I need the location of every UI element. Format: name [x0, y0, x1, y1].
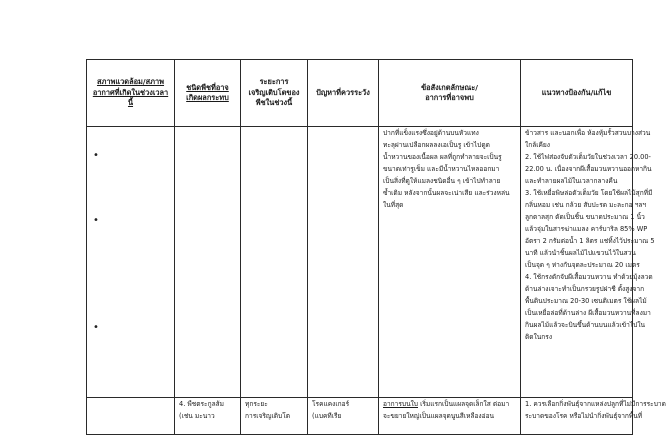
stage-line: ทุกระยะ: [245, 400, 268, 408]
header-growth-stage: [241, 60, 308, 127]
cell-environment: [87, 127, 175, 398]
symptom-line: น้ำหวานของเนื้อผล ผลที่ถูกทำลายจะเป็นรู: [383, 153, 502, 161]
header-line: ปัญหาที่ควรระวัง: [316, 87, 370, 97]
header-problem: [308, 60, 379, 127]
remedy-line: กลิ่นหอม เช่น กล้วย สับปะรด มะละกอ ฯลฯ: [525, 201, 647, 209]
cell-symptoms: [379, 127, 521, 398]
remedy-line: กินผลไม้แล้วจะบินขึ้นด้านบนแล้วเข้าไปใน: [525, 321, 646, 329]
remedy-line: 3. ใช้เหยื่อพิษล่อตัวเต็มวัย โดยใช้ผลไม้สุกที่มี: [525, 189, 653, 197]
cell-crop: [175, 127, 241, 398]
header-remedy: [521, 60, 633, 127]
header-line: เกิดผลกระทบ: [186, 93, 229, 102]
remedy-line: ใกล้เคียง: [525, 141, 551, 149]
symptom-line: ปากที่แข็งแรงซึ่งอยู่ด้านบนหัวแทง: [383, 129, 479, 137]
remedy-line: เป็นเหยื่อล่อที่ด้านล่าง ผีเสื้อมวนหวานที่ลงมา: [525, 309, 651, 317]
problem-line: (แบคทีเรีย: [312, 412, 342, 420]
remedy-line: อัตรา 2 กรัมต่อน้ำ 1 ลิตร แช่ทิ้งไว้ประมาณ 5: [525, 237, 655, 245]
remedy-line: และทำลายผลไม้ในเวลากลางคืน: [525, 177, 618, 185]
remedy-line: พื้นดินประมาณ 20-30 เซนติเมตร ใช้ผลไม้: [525, 297, 647, 305]
header-line: อาการที่อาจพบ: [425, 93, 474, 102]
stage-line: การเจริญเติบโต: [245, 412, 291, 420]
remedy-line: 4. ใช้กรงดักจับผีเสื้อมวนหวาน ทำด้วยมุ้งลวด: [525, 273, 653, 281]
agri-advisory-table: [86, 59, 666, 435]
cell-crop: [175, 398, 241, 435]
header-crop: [175, 60, 241, 127]
problem-line: โรคแคงเกอร์: [312, 400, 350, 408]
remedy-line: 1. ควรเลือกกิ่งพันธุ์จากแหล่งปลูกที่ไม่มีการระบาด: [525, 400, 666, 408]
header-row: [87, 60, 633, 127]
bullet-dot: •: [93, 215, 99, 226]
crop-line: 4. พืชตระกูลส้ม: [179, 400, 224, 408]
header-line: ระยะการ: [259, 77, 289, 87]
symptom-term: อาการบนใบ: [383, 400, 418, 408]
table-row: [87, 127, 633, 398]
crop-line: (เช่น มะนาว: [179, 412, 215, 420]
header-line: ข้อสังเกตลักษณะ/: [421, 82, 478, 92]
cell-growth-stage: [241, 398, 308, 435]
header-line: พืชในช่วงนี้: [255, 98, 293, 108]
table-row: [87, 398, 633, 435]
remedy-line: แล้วจุ่มในสารฆ่าแมลง คาร์บาริล 85% WP: [525, 225, 648, 233]
cell-symptoms: [379, 398, 521, 435]
header-line: ชนิดพืชที่อาจ: [186, 82, 229, 92]
remedy-line: นาที แล้วนำชิ้นผลไม้ไปแขวนไว้ในสวน: [525, 249, 636, 257]
symptom-line: [383, 398, 516, 410]
header-line: แนวทางป้องกัน/แก้ไข: [541, 87, 612, 97]
header-line: เจริญเติบโตของ: [248, 87, 300, 97]
document-table-region: [86, 59, 666, 447]
remedy-line: ข้าวสาร และนอกเพื่อ ห้องหุ้มรั้วสวนบางส่วน: [525, 129, 651, 137]
symptom-rest: เริ่มแรกเป็นแผลจุดเล็กใส ต่อมา: [418, 400, 510, 408]
remedy-line: ติดในกรง: [525, 333, 553, 341]
symptom-line: เป็นสิ่งที่ดูให้แมลงชนิดอื่น ๆ เข้าไปทำลาย: [383, 177, 501, 185]
remedy-line: ด้านล่างเจาะทำเป็นกรวยรูปฝาชี ตั้งสูงจาก: [525, 285, 645, 293]
cell-problem: [308, 127, 379, 398]
bullet-dot: •: [93, 322, 99, 333]
header-line: สภาพแวดล้อม/สภาพ: [96, 77, 165, 87]
symptom-line: ในที่สุด: [383, 201, 404, 209]
bullet-dot: •: [93, 150, 99, 161]
symptom-line: ซ้ำเติม หลังจากนั้นผลจะเน่าเสีย และร่วงหล่น: [383, 189, 510, 197]
header-line: อากาศที่เกิดในช่วงเวลานี้: [92, 87, 169, 108]
remedy-line: 22.00 น. เนื่องจากผีเสื้อมวนหวานออกหากิน: [525, 165, 652, 173]
symptom-line: จะขยายใหญ่เป็นแผลจุดนูนสีเหลืองอ่อน: [383, 412, 495, 420]
header-environment: [87, 60, 175, 127]
remedy-line: เป็นจุด ๆ ห่างกันจุดละประมาณ 20 เมตร: [525, 261, 640, 269]
cell-remedy: [521, 127, 655, 398]
remedy-line: 2. ใช้ไฟส่องจับตัวเต็มวัยในช่วงเวลา 20.00-: [525, 153, 651, 161]
cell-environment: [87, 398, 175, 435]
cell-growth-stage: [241, 127, 308, 398]
remedy-line: ระบาดของโรค หรือไม่นำกิ่งพันธุ์จากพื้นที่: [525, 412, 643, 420]
header-symptoms: [379, 60, 521, 127]
symptom-line: ทะลุผ่านเปลือกผลลงเอเป็นรู เข้าไปดูด: [383, 141, 490, 149]
symptom-line: ขนาดเท่ารูเข็ม และมีน้ำหวานไหลออกมา: [383, 165, 500, 173]
cell-problem: [308, 398, 379, 435]
cell-remedy: [521, 398, 666, 435]
remedy-line: ลูกตาลสุก ตัดเป็นชิ้น ขนาดประมาณ 1 นิ้ว: [525, 213, 645, 221]
